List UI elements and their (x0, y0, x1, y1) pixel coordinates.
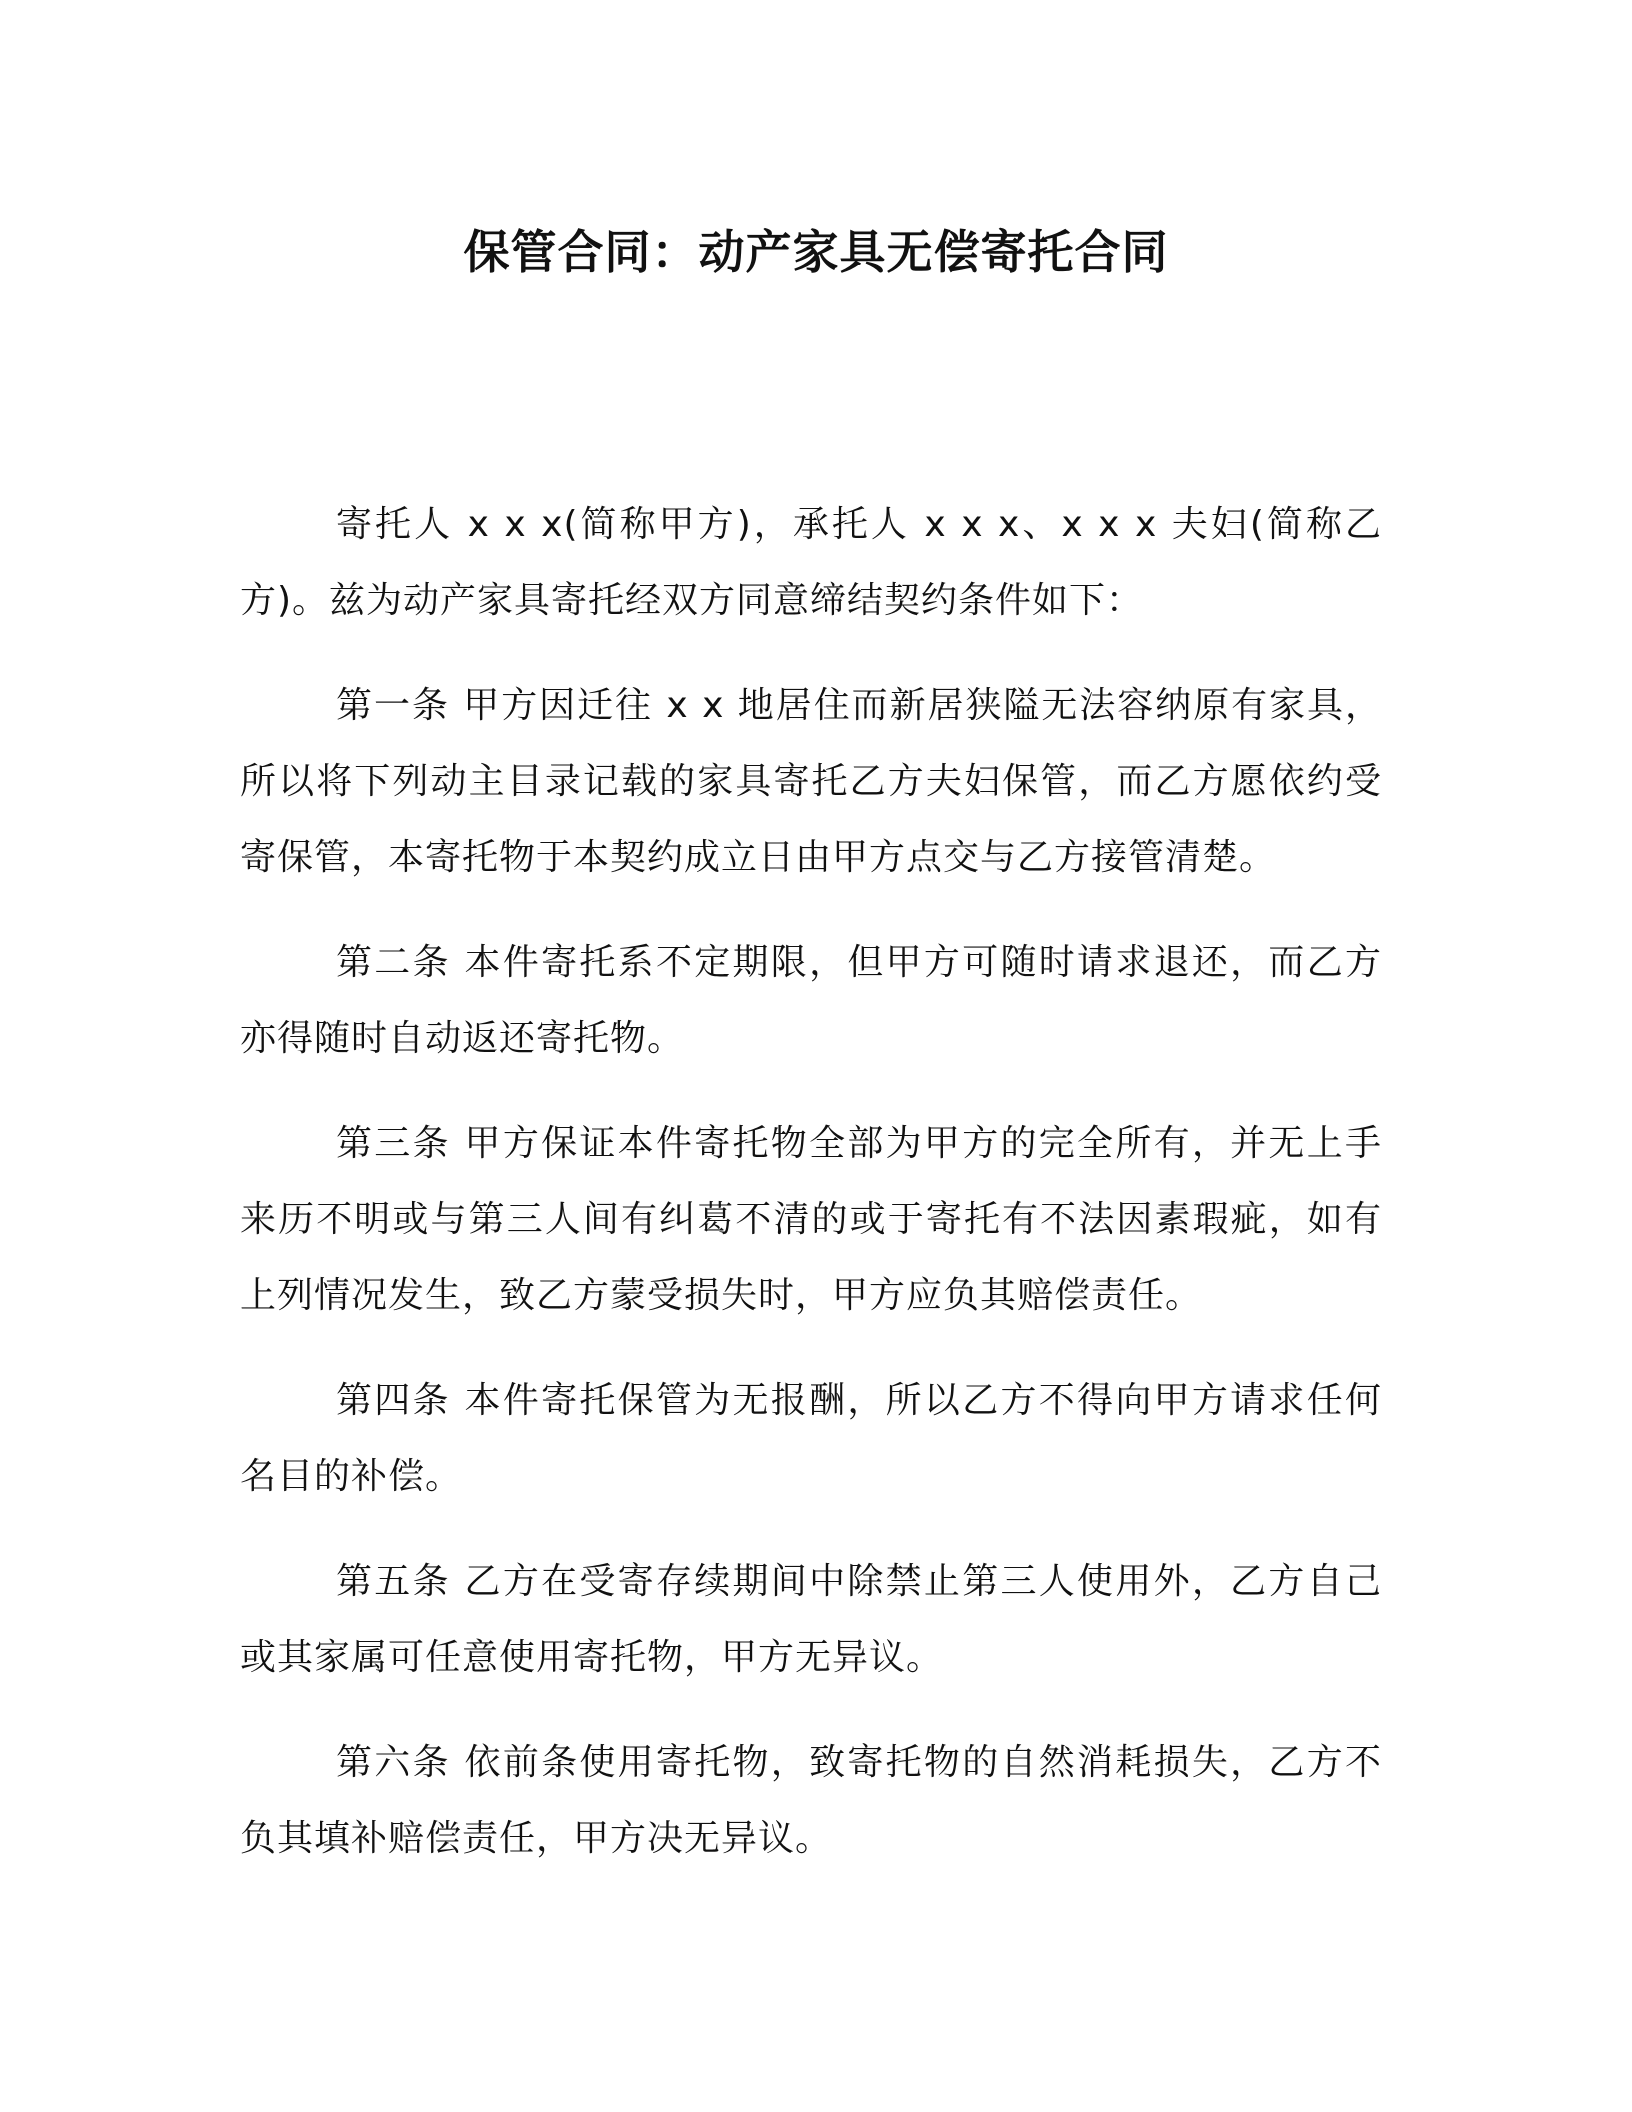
paragraph-article-5: 第五条 乙方在受寄存续期间中除禁止第三人使用外，乙方自己或其家属可任意使用寄托物，甲方无异议。 (240, 1561, 1382, 1678)
paragraph-preamble: 寄托人 x x x(简称甲方)，承托人 x x x、x x x 夫妇(简称乙方)。兹为动产家具寄托经双方同意缔结契约条件如下： (240, 504, 1382, 621)
document-body (240, 487, 1382, 1906)
document-title: 保管合同：动产家具无偿寄托合同 (463, 225, 1169, 279)
paragraph-article-2: 第二条 本件寄托系不定期限，但甲方可随时请求退还，而乙方亦得随时自动返还寄托物。 (240, 942, 1382, 1059)
paragraph-article-4: 第四条 本件寄托保管为无报酬，所以乙方不得向甲方请求任何名目的补偿。 (240, 1380, 1382, 1497)
paragraph-article-3: 第三条 甲方保证本件寄托物全部为甲方的完全所有，并无上手来历不明或与第三人间有纠葛不清的或于寄托有不法因素瑕疵，如有上列情况发生，致乙方蒙受损失时，甲方应负其赔偿责任。 (240, 1123, 1382, 1316)
paragraph-article-6: 第六条 依前条使用寄托物，致寄托物的自然消耗损失，乙方不负其填补赔偿责任，甲方决无异议。 (240, 1742, 1382, 1859)
paragraph-article-1: 第一条 甲方因迁往 x x 地居住而新居狭隘无法容纳原有家具，所以将下列动主目录记载的家具寄托乙方夫妇保管，而乙方愿依约受寄保管，本寄托物于本契约成立日由甲方点交与乙方接管清楚。 (240, 685, 1382, 878)
